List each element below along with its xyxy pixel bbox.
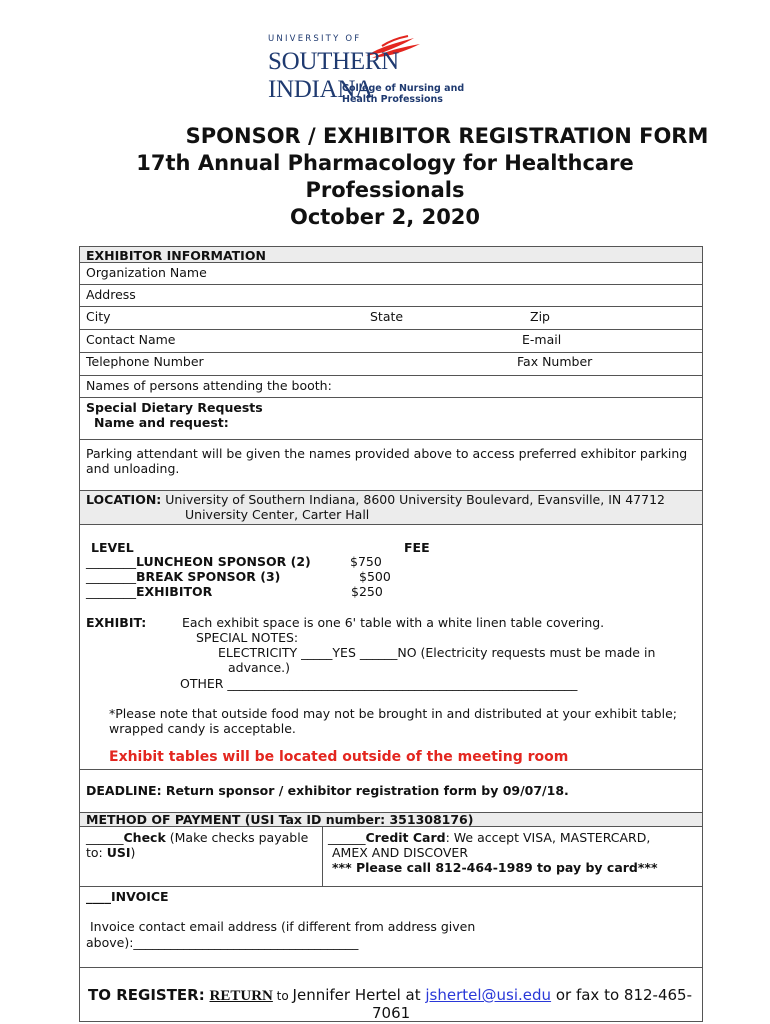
check-to: to:: [86, 845, 107, 860]
state-field[interactable]: State: [370, 309, 404, 324]
dietary-request-field[interactable]: Name and request:: [94, 415, 229, 430]
invoice-email-label: Invoice contact email address (if different from address given: [90, 919, 476, 934]
divider: [80, 284, 702, 285]
exhibit-label: EXHIBIT:: [86, 615, 147, 630]
divider: [80, 524, 702, 525]
register-label: TO REGISTER:: [88, 986, 205, 1004]
level-row-luncheon[interactable]: [86, 554, 311, 569]
level-fee: $500: [359, 569, 391, 584]
level-blank[interactable]: ________: [86, 569, 136, 584]
credit-card-option[interactable]: [328, 830, 650, 845]
divider: [80, 490, 702, 491]
fax-field[interactable]: Fax Number: [517, 354, 593, 369]
level-name: BREAK SPONSOR (3): [136, 569, 281, 584]
divider: [80, 967, 702, 968]
location-label: LOCATION:: [86, 492, 162, 507]
level-blank[interactable]: ________: [86, 554, 136, 569]
register-email-link[interactable]: jshertel@usi.edu: [425, 986, 552, 1004]
check-blank[interactable]: ______: [86, 830, 124, 845]
check-payee: USI: [106, 845, 131, 860]
payment-heading: METHOD OF PAYMENT (USI Tax ID number: 351308176): [86, 812, 474, 827]
divider: [80, 769, 702, 770]
register-fax-line2: 7061: [372, 1004, 411, 1022]
usi-logo: [268, 34, 508, 106]
zip-field[interactable]: Zip: [530, 309, 550, 324]
special-notes-label: SPECIAL NOTES:: [196, 630, 299, 645]
check-option[interactable]: [86, 830, 308, 845]
divider: [80, 306, 702, 307]
register-instructions: [88, 986, 692, 1005]
exhibitor-info-heading: EXHIBITOR INFORMATION: [86, 248, 266, 263]
divider: [80, 439, 702, 440]
exhibit-tables-notice: Exhibit tables will be located outside of the meeting room: [109, 749, 569, 765]
logo-college-line1: College of Nursing and: [342, 83, 465, 94]
check-label: Check: [123, 830, 166, 845]
register-to: to: [272, 989, 293, 1003]
invoice-option[interactable]: ____INVOICE: [86, 889, 169, 904]
registration-form: [79, 246, 703, 1022]
level-row-break[interactable]: [86, 569, 280, 584]
fee-header: FEE: [404, 540, 430, 555]
payment-column-divider: [322, 826, 323, 886]
event-title-line1: 17th Annual Pharmacology for Healthcare: [136, 151, 634, 175]
electricity-advance: advance.): [228, 660, 290, 675]
credit-card-label: Credit Card: [365, 830, 446, 845]
form-title: SPONSOR / EXHIBITOR REGISTRATION FORM: [185, 124, 709, 148]
electricity-field[interactable]: ELECTRICITY _____YES ______NO (Electricity requests must be made in: [218, 645, 656, 660]
level-header: LEVEL: [91, 540, 134, 555]
logo-college-line2: Health Professions: [342, 94, 443, 105]
credit-card-blank[interactable]: ______: [328, 830, 366, 845]
invoice-email-field[interactable]: above):____________________________________: [86, 935, 359, 950]
dietary-heading: Special Dietary Requests: [86, 400, 263, 415]
level-row-exhibitor[interactable]: [86, 584, 212, 599]
deadline-notice: DEADLINE: Return sponsor / exhibitor registration form by 09/07/18.: [86, 783, 569, 798]
credit-card-accepted: : We accept VISA, MASTERCARD,: [445, 830, 651, 845]
divider: [80, 886, 702, 887]
logo-college: [342, 83, 464, 105]
level-blank[interactable]: ________: [86, 584, 136, 599]
credit-card-call: *** Please call 812-464-1989 to pay by card***: [332, 860, 658, 875]
other-field[interactable]: OTHER ________________________________________________________: [180, 676, 578, 691]
address-field[interactable]: Address: [86, 287, 136, 302]
exhibit-description: Each exhibit space is one 6' table with a white linen table covering.: [182, 615, 605, 630]
attendee-names-field[interactable]: Names of persons attending the booth:: [86, 378, 332, 393]
register-contact: Jennifer Hertel at: [292, 986, 426, 1004]
parking-note-line1: Parking attendant will be given the names provided above to access preferred exhibitor parking: [86, 446, 688, 461]
event-title-line2: Professionals: [305, 178, 465, 202]
location-address: University of Southern Indiana, 8600 University Boulevard, Evansville, IN 47712: [165, 492, 665, 507]
event-date: October 2, 2020: [289, 205, 481, 229]
parking-note-line2: and unloading.: [86, 461, 180, 476]
food-note-line1: *Please note that outside food may not be brought in and distributed at your exhibit table;: [109, 706, 677, 721]
divider: [80, 329, 702, 330]
email-field[interactable]: E-mail: [522, 332, 562, 347]
level-name: EXHIBITOR: [136, 584, 213, 599]
food-note-line2: wrapped candy is acceptable.: [109, 721, 296, 736]
divider: [80, 375, 702, 376]
location-line2: University Center, Carter Hall: [185, 507, 370, 522]
logo-university-of: UNIVERSITY OF: [268, 34, 362, 44]
credit-card-accepted-line2: AMEX AND DISCOVER: [332, 845, 468, 860]
level-fee: $250: [351, 584, 383, 599]
organization-name-field[interactable]: Organization Name: [86, 265, 207, 280]
register-return: RETURN: [209, 988, 273, 1004]
register-fax: or fax to 812-465-: [551, 986, 692, 1004]
check-payable-line: [86, 845, 135, 860]
divider: [80, 397, 702, 398]
check-close: ): [130, 845, 136, 860]
logo-southern-indiana: SOUTHERN INDIANA: [268, 48, 399, 103]
location-line1: [86, 492, 665, 507]
city-field[interactable]: City: [86, 309, 111, 324]
divider: [80, 352, 702, 353]
telephone-field[interactable]: Telephone Number: [86, 354, 204, 369]
check-note: (Make checks payable: [165, 830, 309, 845]
level-name: LUNCHEON SPONSOR (2): [136, 554, 311, 569]
level-fee: $750: [350, 554, 382, 569]
contact-name-field[interactable]: Contact Name: [86, 332, 176, 347]
